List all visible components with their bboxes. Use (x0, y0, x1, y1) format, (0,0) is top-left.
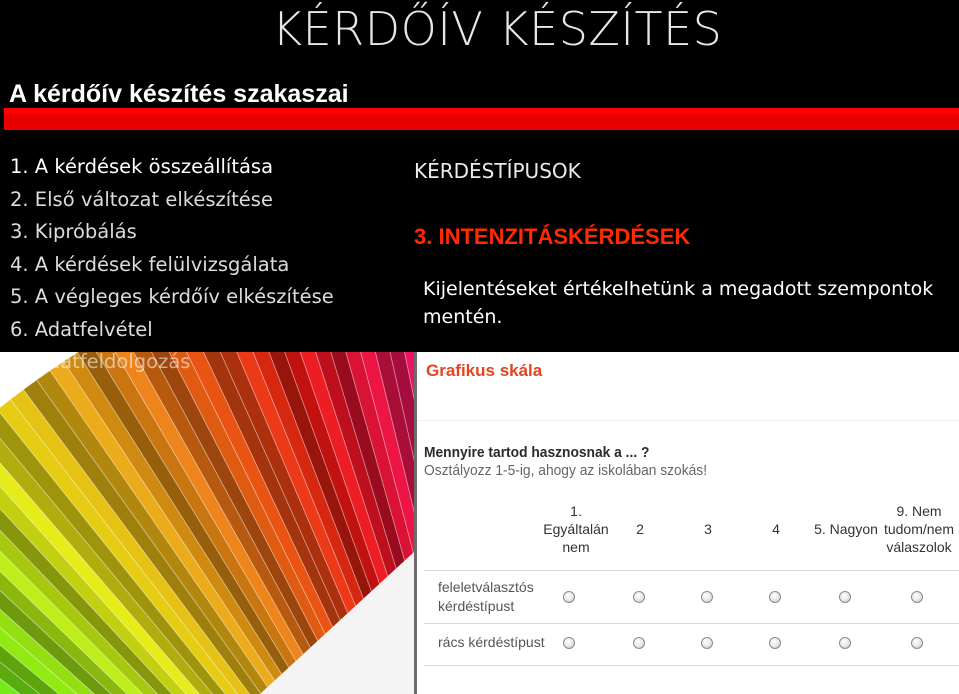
rating-radio[interactable] (701, 637, 713, 649)
step-item: 6. Adatfelvétel (10, 317, 153, 341)
color-fan-image (0, 352, 414, 694)
row-label: feleletválasztós kérdéstípust (438, 579, 534, 614)
survey-instruction: Osztályozz 1-5-ig, ahogy az iskolában szokás! (424, 462, 708, 479)
survey-example (424, 444, 959, 650)
step-item: 7. Adatfeldolgozás (10, 350, 191, 373)
panel-header (417, 352, 959, 421)
accent-bar-shadow (4, 114, 959, 130)
row-divider (424, 623, 959, 624)
rating-radio[interactable] (839, 637, 851, 649)
row-label: rács kérdéstípust (438, 634, 545, 650)
row-divider (424, 570, 959, 571)
rating-radio[interactable] (911, 591, 923, 603)
rating-radio[interactable] (911, 637, 923, 649)
column-header: 3 (704, 521, 712, 537)
rating-radio[interactable] (633, 637, 645, 649)
rating-radio[interactable] (563, 591, 575, 603)
column-header (879, 502, 959, 556)
survey-question: Mennyire tartod hasznosnak a ... ? (424, 444, 650, 461)
column-header: 4 (772, 521, 780, 537)
column-header-text: 9. Nem tudom/nem válaszolok (883, 503, 955, 555)
rating-radio[interactable] (769, 637, 781, 649)
step-item: 3. Kipróbálás (10, 220, 137, 243)
steps-list (10, 151, 334, 379)
description-text: Kijelentéseket értékelhetünk a megadott szempontok mentén. (423, 278, 934, 328)
subsection-heading: 3. INTENZITÁSKÉRDÉSEK (414, 224, 691, 249)
rating-radio[interactable] (563, 637, 575, 649)
graphic-scale-panel (414, 352, 959, 694)
step-item: 1. A kérdések összeállítása (10, 155, 274, 178)
step-item: 5. A végleges kérdőív elkészítése (10, 285, 334, 308)
rating-radio[interactable] (701, 591, 713, 603)
step-item: 4. A kérdések felülvizsgálata (10, 252, 290, 276)
section-heading: KÉRDÉSTÍPUSOK (414, 159, 581, 183)
graphic-scale-label: Grafikus skála (426, 361, 543, 380)
step-item: 2. Első változat elkészítése (10, 187, 273, 211)
column-header: 5. Nagyon (814, 521, 878, 537)
rating-radio[interactable] (839, 591, 851, 603)
column-header: 2 (636, 521, 644, 537)
rating-radio[interactable] (769, 591, 781, 603)
column-header-text: 1. Egyáltalán nem (543, 503, 609, 555)
left-heading: A kérdőív készítés szakaszai (9, 80, 349, 108)
slide-title: KÉRDŐÍV KÉSZÍTÉS (272, 2, 723, 56)
row-divider (424, 665, 959, 666)
rating-radio[interactable] (633, 591, 645, 603)
column-header (536, 502, 616, 556)
